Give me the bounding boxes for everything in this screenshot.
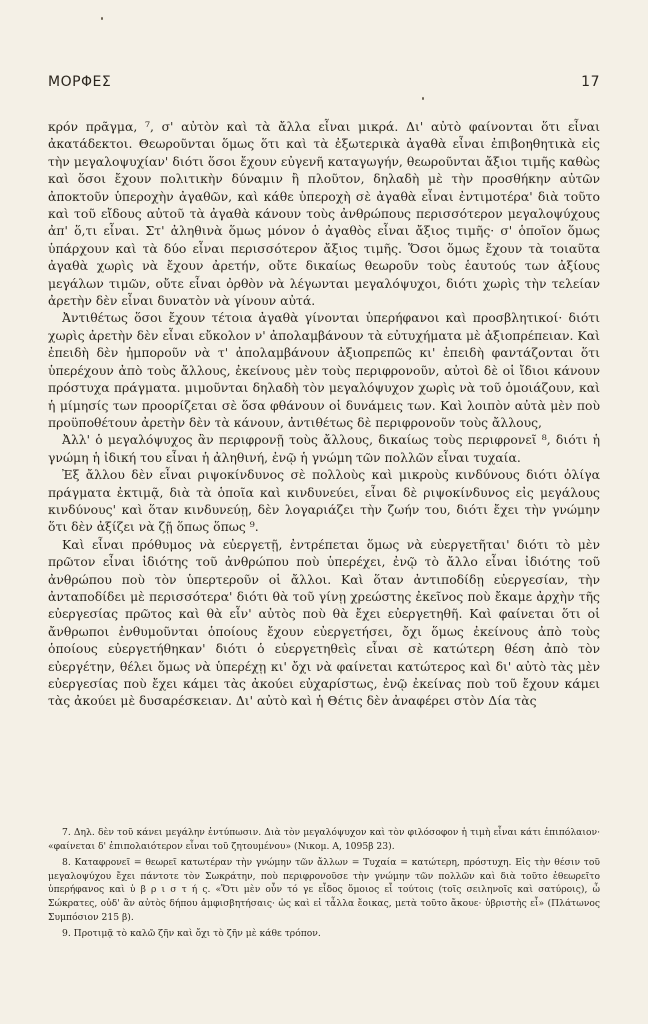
footnotes [48, 826, 600, 944]
body-paragraph: Ἐξ ἄλλου δὲν εἶναι ριψοκίνδυνος σὲ πολλοὺς καὶ μικροὺς κινδύνους διότι ὀλίγα πράγματα ἐκτιμᾷ, διὰ τὰ ὁποῖα καὶ κινδυνεύει, εἶναι δὲ ριψοκίνδυνος εἰς μεγάλους κινδύνους' καὶ ὅταν κινδυνεύῃ, δὲν λογαριάζει τὴν ζωήν του, διότι ἔχει τὴν γνώμην ὅτι δὲν ἀξίζει νὰ ζῇ ὅπως ὅπως ⁹. [48, 467, 600, 535]
main-text [48, 118, 600, 710]
print-speck [101, 17, 103, 20]
body-paragraph: κρόν πρᾶγμα, ⁷, σ' αὐτὸν καὶ τὰ ἄλλα εἶναι μικρά. Δι' αὐτὸ φαίνονται ὅτι εἶναι ἀκατάδεκτοι. Θεωροῦνται ὅμως ὅτι καὶ τὰ ἐξωτερικὰ ἀγαθὰ εἶναι ἐπιβοηθητικὰ εἰς τὴν μεγαλοψυχίαν' διότι ὅσοι ἔχουν εὐγενῆ καταγωγήν, θεωροῦνται ἄξιοι τιμῆς καθὼς καὶ ὅσοι ἔχουν πολιτικὴν δύναμιν ἢ πλοῦτον, δηλαδὴ μὲ τὴν προσθήκην αὐτῶν ἀποκτοῦν ὑπεροχὴν ἀγαθῶν, καὶ κάθε ὑπεροχὴ σὲ ἀγαθὰ εἶναι ἐντιμοτέρα' διὰ τοῦτο καὶ τοῦ εἴδους αὐτοῦ τὰ ἀγαθὰ κάνουν τοὺς ἀνθρώπους περισσότερον μεγαλοψύχους ἀπ' ὅ,τι εἶναι. Στ' ἀληθινὰ ὅμως μόνον ὁ ἀγαθὸς εἶναι ἄξιος τιμῆς· σ' ὁποῖον ὅμως ὑπάρχουν καὶ τὰ δύο εἶναι περισσότερον ἄξιος τιμῆς. Ὅσοι ὅμως ἔχουν τὰ τοιαῦτα ἀγαθὰ χωρὶς νὰ ἔχουν ἀρετήν, οὔτε δικαίως θεωροῦν τοὺς ἑαυτούς των ἀξίους μεγάλων τιμῶν, οὔτε εἶναι ὀρθὸν νὰ λέγωνται μεγαλόψυχοι, διότι χωρὶς τὴν τελείαν ἀρετὴν δὲν εἶναι δυνατὸν νὰ γίνουν αὐτά. [48, 119, 600, 309]
running-header [48, 74, 600, 96]
footnote: 7. Δηλ. δὲν τοῦ κάνει μεγάλην ἐντύπωσιν. Διὰ τὸν μεγαλόψυχον καὶ τὸν φιλόσοφον ἡ τιμὴ εἶναι κάτι ἐπιπόλαιον· «φαίνεται δ' ἐπιπολαιότερον εἶναι τοῦ ζητουμένου» (Νικομ. Α, 1095β 23). [48, 827, 600, 852]
print-speck [422, 97, 424, 100]
body-paragraph: Ἀντιθέτως ὅσοι ἔχουν τέτοια ἀγαθὰ γίνονται ὑπερήφανοι καὶ προσβλητικοί· διότι χωρὶς ἀρετὴν δὲν εἶναι εὔκολον ν' ἀπολαμβάνουν τὰ εὐτυχήματα μὲ ἀξιοπρέπειαν. Καὶ ἐπειδὴ δὲν ἠμποροῦν νὰ τ' ἀπολαμβάνουν ἀξιοπρεπῶς κι' ἐπειδὴ φαντάζονται ὅτι ὑπερέχουν ἀπὸ τοὺς ἄλλους, ἐκείνους μὲν τοὺς περιφρονοῦν, αὐτοὶ δὲ οἱ ἴδιοι κάνουν πρόστυχα πράγματα. μιμοῦνται δηλαδὴ τὸν μεγαλόψυχον χωρὶς νὰ τοῦ ὁμοιάζουν, καὶ ἡ μίμησίς των προορίζεται σὲ ὅσα φθάνουν οἱ δυνάμεις των. Καὶ λοιπὸν αὐτὰ μὲν ποὺ προϋποθέτουν ἀρετὴν δὲν τὰ κάνουν, ἀντιθέτως δὲ περιφρονοῦν τοὺς ἄλλους, [48, 310, 600, 430]
footnote: 8. Καταφρονεῖ = θεωρεῖ κατωτέραν τὴν γνώμην τῶν ἄλλων = Τυχαία = κατώτερη, πρόστυχη. Εἰς τὴν θέσιν τοῦ μεγαλοψύχου ἔχει πάντοτε τὸν Σωκράτην, ποὺ περιφρονοῦσε τὴν γνώμην τῶν πολλῶν καὶ διὰ τοῦτο ἐθεωρεῖτο ὑπερήφανος καὶ ὑ β ρ ι σ τ ή ς. «Ὅτι μὲν οὖν τό γε εἶδος ὅμοιος εἶ τούτοις (τοῖς σειληνοῖς καὶ σατύροις), ὦ Σώκρατες, οὐδ' ἂν αὐτὸς δήπου ἀμφισβητήσαις· ὡς καὶ εἰ τἆλλα ἔοικας, μετὰ τοῦτο ἄκουε· ὑβριστὴς εἶ» (Πλάτωνος Συμπόσιον 215 β). [48, 857, 600, 923]
page-number: 17 [581, 74, 600, 90]
body-paragraph: Καὶ εἶναι πρόθυμος νὰ εὐεργετῇ, ἐντρέπεται ὅμως νὰ εὐεργετῆται' διότι τὸ μὲν πρῶτον εἶναι ἰδιότης τοῦ ἀνθρώπου ποὺ ὑπερέχει, ἐνῷ τὸ ἄλλο εἶναι ἰδιότης τοῦ ἀνθρώπου ποὺ τὸν ὑπερτεροῦν οἱ ἄλλοι. Καὶ ὅταν ἀντιποδίδῃ εὐεργεσίαν, τὴν ἀνταποδίδει μὲ περισσότερα' διότι θὰ τοῦ γίνῃ χρεώστης ἐκεῖνος ποὺ ἔκαμε ἀρχὴν τῆς εὐεργεσίας πρῶτος καὶ θὰ εἶν' αὐτὸς ποὺ θὰ ἔχει εὐεργετηθῆ. Καὶ φαίνεται ὅτι οἱ ἄνθρωποι ἐνθυμοῦνται ὁποίους ἔχουν εὐεργετήσει, ὄχι ὅμως ἐκείνους ἀπὸ τοὺς ὁποίους εὐεργετήθηκαν' διότι ὁ εὐεργετηθεὶς εἶναι σὲ κατώτερη θέση ἀπὸ τὸν εὐεργέτην, θέλει ὅμως νὰ ὑπερέχῃ κι' ὄχι νὰ φαίνεται κατώτερος καὶ δι' αὐτὸ τὰς μὲν εὐεργεσίας ποὺ ἔχει κάμει τὰς ἀκούει εὐχαρίστως, ἐνῷ ἐκείνας ποὺ τοῦ ἔχουν κάμει τὰς ἀκούει μὲ δυσαρέσκειαν. Δι' αὐτὸ καὶ ἡ Θέτις δὲν ἀναφέρει στὸν Δία τὰς [48, 536, 600, 709]
running-title: ΜΟΡΦΕΣ [48, 74, 112, 90]
body-paragraph: Ἀλλ' ὁ μεγαλόψυχος ἂν περιφρονῇ τοὺς ἄλλους, δικαίως τοὺς περιφρονεῖ ⁸, διότι ἡ γνώμη ἡ ἰδική του εἶναι ἡ ἀληθινή, ἐνῷ ἡ γνώμη τῶν πολλῶν εἶναι τυχαία. [48, 432, 600, 465]
footnote: 9. Προτιμᾷ τὸ καλῶ ζῆν καὶ ὄχι τὸ ζῆν μὲ κάθε τρόπον. [62, 928, 321, 940]
